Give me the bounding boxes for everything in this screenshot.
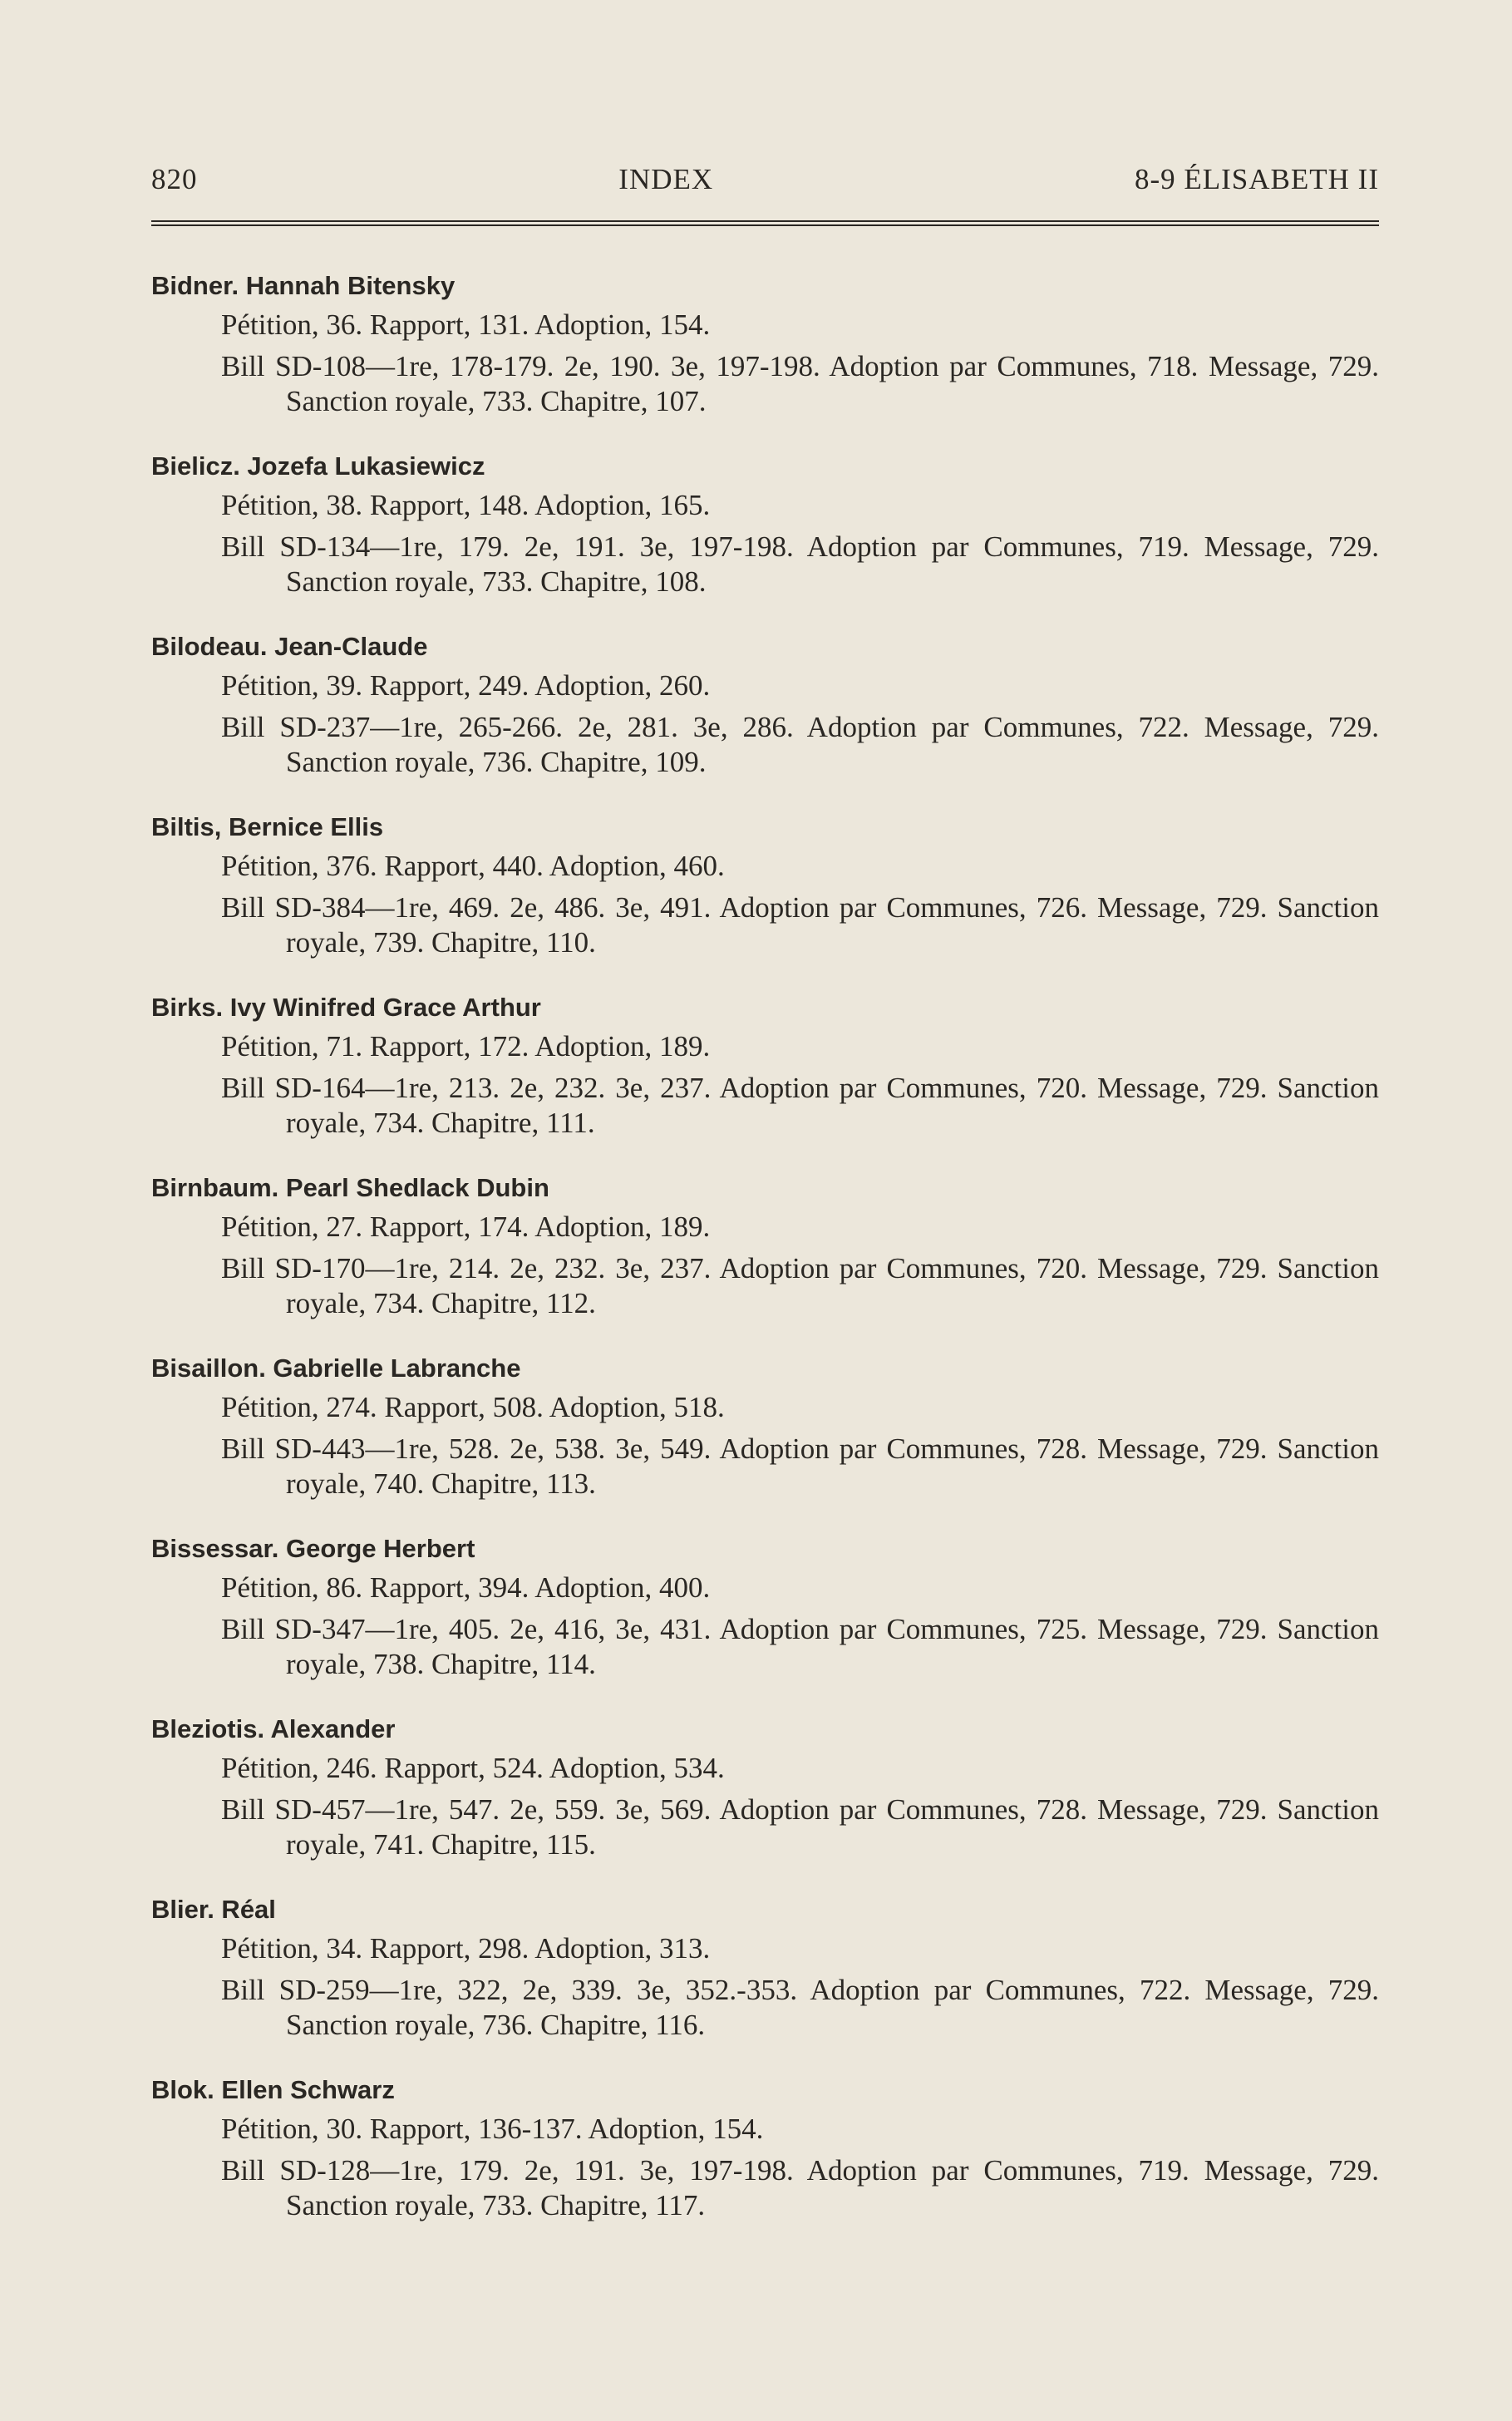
entry-bill: Bill SD-170—1re, 214. 2e, 232. 3e, 237. Adoption par Communes, 720. Message, 729. Sanction royale, 734. Chapitre, 112.	[221, 1252, 1379, 1319]
index-entry	[151, 809, 1379, 989]
entry-name: Bielicz. Jozefa Lukasiewicz	[151, 451, 485, 481]
entry-name: Blier. Réal	[151, 1895, 276, 1924]
entry-bill: Bill SD-347—1re, 405. 2e, 416, 3e, 431. Adoption par Communes, 725. Message, 729. Sanction royale, 738. Chapitre, 114.	[221, 1613, 1379, 1680]
page-header	[151, 163, 1379, 196]
entry-name: Birnbaum. Pearl Shedlack Dubin	[151, 1173, 549, 1202]
entry-name: Bisaillon. Gabrielle Labranche	[151, 1353, 521, 1383]
section-title: INDEX	[618, 163, 714, 195]
entry-bill: Bill SD-443—1re, 528. 2e, 538. 3e, 549. Adoption par Communes, 728. Message, 729. Sanction royale, 740. Chapitre, 113.	[221, 1432, 1379, 1500]
entry-petition: Pétition, 36. Rapport, 131. Adoption, 154.	[221, 308, 711, 341]
index-entry	[151, 2072, 1379, 2252]
index-entry	[151, 1711, 1379, 1891]
index-entry	[151, 1891, 1379, 2072]
index-entry	[151, 629, 1379, 809]
entry-name: Blok. Ellen Schwarz	[151, 2075, 395, 2104]
entry-bill: Bill SD-108—1re, 178-179. 2e, 190. 3e, 197-198. Adoption par Communes, 718. Message, 729. Sanction royale, 733. Chapitre, 107.	[221, 350, 1379, 417]
index-entries	[151, 268, 1379, 2252]
entry-name: Birks. Ivy Winifred Grace Arthur	[151, 993, 541, 1022]
entry-petition: Pétition, 86. Rapport, 394. Adoption, 400.	[221, 1571, 711, 1604]
index-entry	[151, 448, 1379, 629]
entry-name: Bleziotis. Alexander	[151, 1714, 396, 1743]
entry-petition: Pétition, 376. Rapport, 440. Adoption, 460.	[221, 850, 725, 882]
entry-petition: Pétition, 274. Rapport, 508. Adoption, 518.	[221, 1391, 725, 1423]
volume-label: 8-9 ÉLISABETH II	[1134, 163, 1379, 195]
entry-petition: Pétition, 38. Rapport, 148. Adoption, 165.	[221, 489, 711, 521]
index-entry	[151, 268, 1379, 448]
index-entry	[151, 1170, 1379, 1350]
entry-name: Bilodeau. Jean-Claude	[151, 632, 428, 661]
entry-bill: Bill SD-384—1re, 469. 2e, 486. 3e, 491. Adoption par Communes, 726. Message, 729. Sanction royale, 739. Chapitre, 110.	[221, 891, 1379, 959]
entry-bill: Bill SD-164—1re, 213. 2e, 232. 3e, 237. Adoption par Communes, 720. Message, 729. Sanction royale, 734. Chapitre, 111.	[221, 1072, 1379, 1139]
header-rule	[151, 220, 1379, 226]
entry-bill: Bill SD-128—1re, 179. 2e, 191. 3e, 197-198. Adoption par Communes, 719. Message, 729. Sanction royale, 733. Chapitre, 117.	[221, 2154, 1379, 2221]
index-entry	[151, 1350, 1379, 1531]
entry-name: Biltis, Bernice Ellis	[151, 812, 384, 841]
index-entry	[151, 989, 1379, 1170]
entry-petition: Pétition, 71. Rapport, 172. Adoption, 189.	[221, 1030, 711, 1063]
entry-name: Bissessar. George Herbert	[151, 1534, 475, 1563]
entry-petition: Pétition, 39. Rapport, 249. Adoption, 260.	[221, 669, 711, 702]
entry-bill: Bill SD-457—1re, 547. 2e, 559. 3e, 569. Adoption par Communes, 728. Message, 729. Sanction royale, 741. Chapitre, 115.	[221, 1793, 1379, 1861]
entry-petition: Pétition, 246. Rapport, 524. Adoption, 534.	[221, 1752, 725, 1784]
entry-name: Bidner. Hannah Bitensky	[151, 271, 456, 300]
entry-bill: Bill SD-134—1re, 179. 2e, 191. 3e, 197-198. Adoption par Communes, 719. Message, 729. Sanction royale, 733. Chapitre, 108.	[221, 530, 1379, 598]
entry-petition: Pétition, 34. Rapport, 298. Adoption, 313.	[221, 1932, 711, 1965]
entry-bill: Bill SD-237—1re, 265-266. 2e, 281. 3e, 286. Adoption par Communes, 722. Message, 729. Sanction royale, 736. Chapitre, 109.	[221, 711, 1379, 778]
entry-bill: Bill SD-259—1re, 322, 2e, 339. 3e, 352.-353. Adoption par Communes, 722. Message, 729. Sanction royale, 736. Chapitre, 116.	[221, 1974, 1379, 2041]
entry-petition: Pétition, 30. Rapport, 136-137. Adoption, 154.	[221, 2113, 764, 2145]
page-number: 820	[151, 163, 198, 195]
index-entry	[151, 1531, 1379, 1711]
entry-petition: Pétition, 27. Rapport, 174. Adoption, 189.	[221, 1210, 711, 1243]
